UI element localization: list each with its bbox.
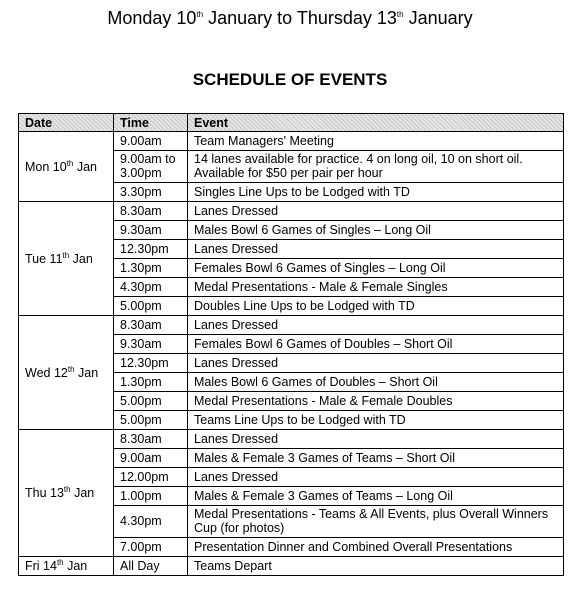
time-cell: 9.00am to 3.00pm [114, 151, 188, 183]
event-cell: Singles Line Ups to be Lodged with TD [188, 183, 564, 202]
date-ordinal: th [56, 557, 64, 567]
event-cell: Lanes Dressed [188, 316, 564, 335]
date-cell [19, 557, 114, 576]
time-cell: 3.30pm [114, 183, 188, 202]
date-day: Fri 14 [25, 559, 57, 573]
time-cell: 12.00pm [114, 468, 188, 487]
event-cell: Lanes Dressed [188, 240, 564, 259]
time-cell: 9.00am [114, 132, 188, 151]
column-header-date: Date [19, 114, 114, 132]
event-cell: 14 lanes available for practice. 4 on long oil, 10 on short oil. Available for $50 per pair per hour [188, 151, 564, 183]
event-cell: Medal Presentations - Male & Female Singles [188, 278, 564, 297]
event-cell: Team Managers' Meeting [188, 132, 564, 151]
date-ordinal: th [67, 364, 75, 374]
date-cell [19, 316, 114, 430]
time-cell: 5.00pm [114, 392, 188, 411]
event-cell: Females Bowl 6 Games of Singles – Long Oil [188, 259, 564, 278]
column-header-event: Event [188, 114, 564, 132]
date-ordinal: th [62, 250, 70, 260]
table-row [19, 430, 564, 449]
time-cell: 8.30am [114, 202, 188, 221]
date-month: Jan [74, 365, 99, 380]
table-row [19, 132, 564, 151]
time-cell: 8.30am [114, 316, 188, 335]
time-cell: 1.30pm [114, 259, 188, 278]
header-row [19, 114, 564, 132]
table-row [19, 202, 564, 221]
title-middle: January to Thursday 13 [203, 8, 397, 28]
event-cell: Lanes Dressed [188, 202, 564, 221]
time-cell: 12.30pm [114, 240, 188, 259]
event-cell: Doubles Line Ups to be Lodged with TD [188, 297, 564, 316]
date-ordinal: th [66, 158, 74, 168]
time-cell: 5.00pm [114, 411, 188, 430]
date-day: Wed 12 [25, 365, 68, 380]
date-month: Jan [69, 251, 93, 266]
event-cell: Medal Presentations - Male & Female Doubles [188, 392, 564, 411]
title-sup-2: th [396, 10, 404, 19]
time-cell: 9.30am [114, 335, 188, 354]
date-month: Jan [73, 159, 98, 174]
column-header-time: Time [114, 114, 188, 132]
event-cell: Males & Female 3 Games of Teams – Long Oil [188, 487, 564, 506]
table-row [19, 557, 564, 576]
event-cell: Males Bowl 6 Games of Doubles – Short Oil [188, 373, 564, 392]
time-cell: 8.30am [114, 430, 188, 449]
time-cell: 9.30am [114, 221, 188, 240]
schedule-heading: SCHEDULE OF EVENTS [192, 70, 388, 89]
time-cell: 7.00pm [114, 538, 188, 557]
time-cell: 1.00pm [114, 487, 188, 506]
title-end: January [403, 8, 473, 28]
event-cell: Medal Presentations - Teams & All Events, plus Overall Winners Cup (for photos) [188, 506, 564, 538]
date-month: Jan [63, 559, 88, 573]
date-ordinal: th [63, 484, 71, 494]
time-cell: 4.30pm [114, 278, 188, 297]
date-cell [19, 132, 114, 202]
time-cell: 1.30pm [114, 373, 188, 392]
time-cell: 5.00pm [114, 297, 188, 316]
date-day: Tue 11 [25, 251, 63, 266]
date-day: Mon 10 [25, 159, 67, 174]
date-day: Thu 13 [25, 486, 64, 500]
event-cell: Teams Line Ups to be Lodged with TD [188, 411, 564, 430]
time-cell: 9.00am [114, 449, 188, 468]
title-sup-1: th [196, 10, 204, 19]
time-cell: All Day [114, 557, 188, 576]
event-cell: Presentation Dinner and Combined Overall Presentations [188, 538, 564, 557]
title-start: Monday 10 [107, 8, 197, 28]
event-cell: Males Bowl 6 Games of Singles – Long Oil [188, 221, 564, 240]
event-cell: Males & Female 3 Games of Teams – Short Oil [188, 449, 564, 468]
event-cell: Lanes Dressed [188, 354, 564, 373]
event-cell: Lanes Dressed [188, 430, 564, 449]
time-cell: 12.30pm [114, 354, 188, 373]
schedule-body [19, 132, 564, 576]
table-row [19, 316, 564, 335]
event-cell: Lanes Dressed [188, 468, 564, 487]
event-cell: Females Bowl 6 Games of Doubles – Short Oil [188, 335, 564, 354]
page-title [0, 8, 580, 29]
time-cell: 4.30pm [114, 506, 188, 538]
date-cell [19, 430, 114, 557]
event-cell: Teams Depart [188, 557, 564, 576]
date-month: Jan [70, 486, 95, 500]
date-cell [19, 202, 114, 316]
schedule-table [18, 113, 564, 576]
